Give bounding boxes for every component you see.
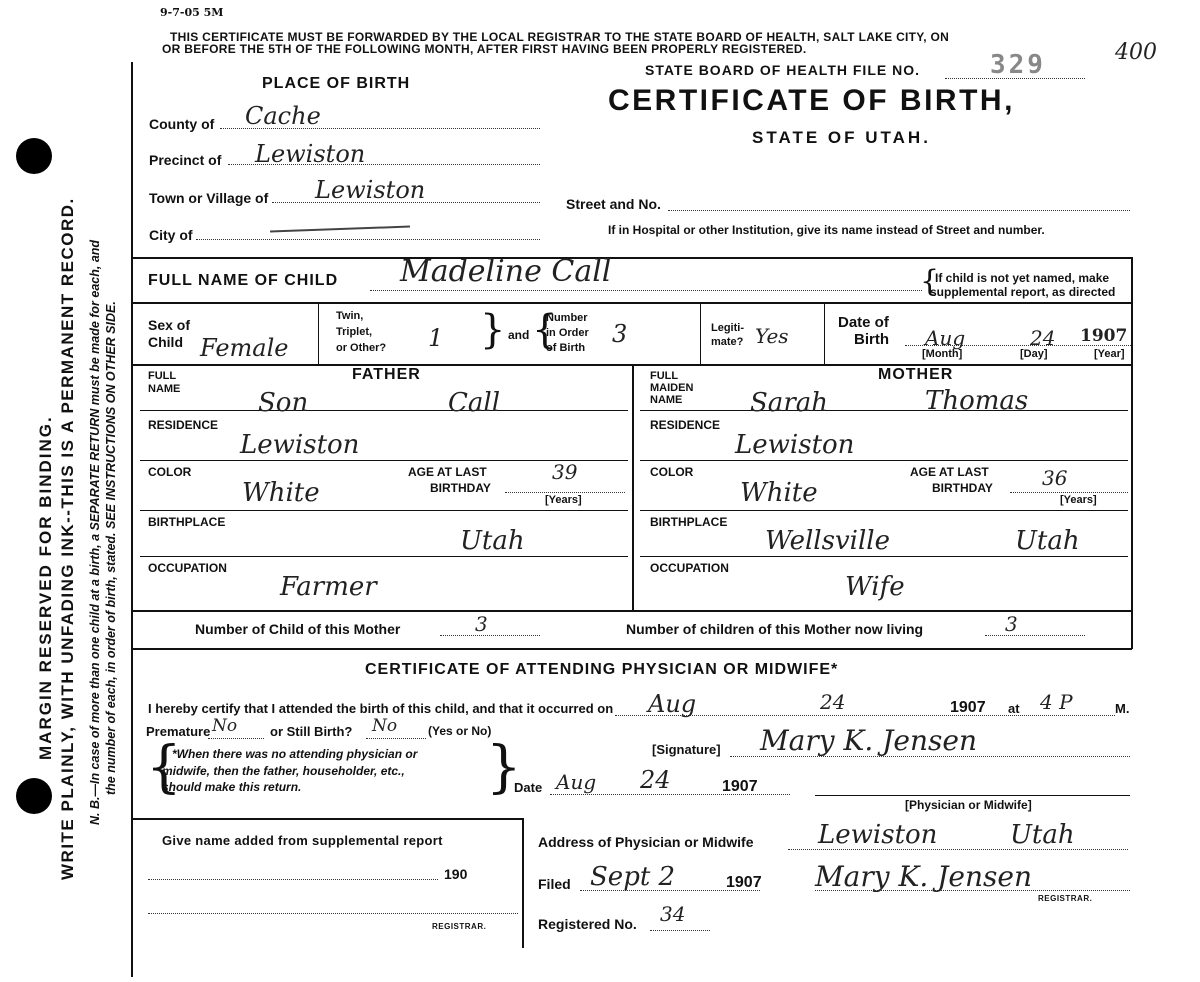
- child-name-label: FULL NAME OF CHILD: [148, 272, 339, 289]
- physician-heading: CERTIFICATE OF ATTENDING PHYSICIAN OR MIDWIFE*: [365, 661, 839, 678]
- order-label-1: Number: [546, 312, 588, 324]
- child-note-2: supplemental report, as directed: [930, 285, 1116, 299]
- city-dash: [270, 226, 410, 233]
- mother-heading: MOTHER: [878, 366, 954, 383]
- father-age: 39: [552, 460, 578, 484]
- mother-rule-2: [640, 460, 1128, 461]
- signature-label: [Signature]: [652, 742, 721, 757]
- mother-birthplace-label: BIRTHPLACE: [650, 515, 728, 529]
- mother-residence: Lewiston: [735, 430, 855, 460]
- still-label: or Still Birth?: [270, 724, 353, 739]
- sig-date-label: Date: [514, 780, 543, 795]
- father-residence: Lewiston: [240, 430, 360, 460]
- dob-month: Aug: [925, 326, 966, 350]
- sex-divider-1: [318, 304, 319, 364]
- order-label-2: in Order: [546, 327, 589, 339]
- child-note-1: If child is not yet named, make: [935, 271, 1110, 285]
- father-residence-label: RESIDENCE: [148, 418, 219, 432]
- mother-birthplace-state: Utah: [1015, 526, 1080, 556]
- state-title: STATE OF UTAH.: [752, 128, 931, 147]
- occurred-time: 4 P: [1040, 690, 1073, 714]
- still-line: [366, 738, 426, 739]
- father-birthplace-label: BIRTHPLACE: [148, 515, 226, 529]
- corner-number: 400: [1115, 40, 1157, 65]
- father-color: White: [242, 478, 320, 508]
- town-value: Lewiston: [315, 176, 426, 204]
- margin-binding-text: MARGIN RESERVED FOR BINDING.: [36, 415, 55, 760]
- mother-years-label: [Years]: [1060, 494, 1097, 506]
- file-no-value: 329: [990, 50, 1046, 80]
- divider-father-mother: [632, 364, 634, 610]
- mother-occupation-label: OCCUPATION: [650, 561, 729, 575]
- yes-no-label: (Yes or No): [428, 724, 492, 738]
- mother-color: White: [740, 478, 818, 508]
- father-rule-3: [140, 510, 628, 511]
- mother-age-label-1: AGE AT LAST: [910, 465, 989, 479]
- sig-date-month: Aug: [556, 770, 597, 794]
- mother-first-name: Sarah: [750, 388, 828, 418]
- mother-full-2: MAIDEN: [650, 382, 694, 394]
- mother-color-label: COLOR: [650, 465, 694, 479]
- premature-line: [208, 738, 264, 739]
- filed-label: Filed: [538, 876, 571, 892]
- mother-full-1: FULL: [650, 370, 679, 382]
- father-occupation: Farmer: [280, 572, 377, 602]
- mother-birthplace-town: Wellsville: [765, 526, 890, 556]
- form-code: 9-7-05 5M: [160, 6, 224, 19]
- mother-rule-4: [640, 556, 1128, 557]
- address-town: Lewiston: [818, 820, 938, 850]
- sex-value: Female: [200, 334, 289, 362]
- premature-value: No: [212, 716, 238, 736]
- legit-label-1: Legiti-: [711, 322, 744, 334]
- signature-value: Mary K. Jensen: [760, 724, 977, 757]
- father-age-line: [505, 492, 625, 493]
- occurred-month: Aug: [648, 690, 697, 718]
- mother-residence-label: RESIDENCE: [650, 418, 721, 432]
- mother-full-3: NAME: [650, 394, 683, 406]
- sex-label-2: Child: [148, 334, 183, 350]
- father-full-2: NAME: [148, 383, 181, 395]
- city-label: City of: [149, 227, 193, 243]
- physician-note-2: midwife, then the father, householder, etc.,: [162, 764, 405, 778]
- notice-line-1: THIS CERTIFICATE MUST BE FORWARDED BY THE LOCAL REGISTRAR TO THE STATE BOARD OF HEALTH, SALT LAKE CITY, ON: [170, 30, 950, 44]
- registrar-name: Mary K. Jensen: [815, 860, 1032, 893]
- physician-or-midwife-label: [Physician or Midwife]: [905, 798, 1032, 812]
- pm-rule: [815, 795, 1130, 796]
- dob-day: 24: [1030, 326, 1056, 350]
- mother-age-line: [1010, 492, 1128, 493]
- order-value: 3: [612, 320, 628, 348]
- dob-month-label: [Month]: [922, 348, 963, 360]
- sig-date-year: 1907: [722, 778, 758, 795]
- child-count-line: [440, 635, 540, 636]
- filed-date: Sept 2: [590, 862, 676, 892]
- frame-right: [1131, 257, 1133, 649]
- child-name-brace: {: [920, 264, 940, 299]
- father-occupation-label: OCCUPATION: [148, 561, 227, 575]
- rule-below-counts: [132, 648, 1132, 650]
- father-birthplace: Utah: [460, 526, 525, 556]
- physician-note-1: *When there was no attending physician or: [172, 747, 418, 761]
- address-label: Address of Physician or Midwife: [538, 834, 754, 850]
- rule-above-supplemental: [132, 818, 524, 820]
- county-label: County of: [149, 116, 215, 132]
- reg-no-line: [650, 930, 710, 931]
- and-label: and: [508, 328, 530, 342]
- file-no-label: STATE BOARD OF HEALTH FILE NO.: [645, 62, 920, 78]
- order-label-3: of Birth: [546, 342, 586, 354]
- father-heading: FATHER: [352, 366, 421, 383]
- child-name-line: [370, 290, 922, 291]
- mother-rule-1: [640, 410, 1128, 411]
- hospital-note: If in Hospital or other Institution, give its name instead of Street and number.: [608, 223, 1045, 237]
- living-count: 3: [1005, 612, 1018, 636]
- mother-occupation: Wife: [845, 572, 905, 602]
- rule-below-name: [132, 302, 1132, 304]
- mother-last-name: Thomas: [925, 386, 1029, 416]
- reg-no-value: 34: [660, 902, 686, 926]
- binding-hole-bottom: [16, 778, 52, 814]
- registrar-label: REGISTRAR.: [1038, 894, 1093, 903]
- twin-label-2: Triplet,: [336, 326, 373, 338]
- sex-divider-2: [700, 304, 701, 364]
- rule-below-parents: [132, 610, 1132, 612]
- father-rule-1: [140, 410, 628, 411]
- supplemental-registrar: REGISTRAR.: [432, 922, 487, 931]
- still-value: No: [372, 716, 398, 736]
- dob-year-label: [Year]: [1094, 348, 1125, 360]
- notice-line-2: OR BEFORE THE 5TH OF THE FOLLOWING MONTH, AFTER FIRST HAVING BEEN PROPERLY REGISTERED.: [162, 42, 807, 56]
- binding-hole-top: [16, 138, 52, 174]
- father-rule-4: [140, 556, 628, 557]
- reg-no-label: Registered No.: [538, 916, 637, 932]
- m-label: M.: [1115, 701, 1130, 716]
- margin-nb-text-1: N. B.—In case of more than one child at a birth, a SEPARATE RETURN must be made for each, and: [88, 239, 102, 825]
- twin-label-3: or Other?: [336, 342, 387, 354]
- supplemental-right: [522, 818, 524, 948]
- margin-ink-text: WRITE PLAINLY, WITH UNFADING INK--THIS IS A PERMANENT RECORD.: [58, 197, 77, 880]
- filed-year: 1907: [726, 874, 762, 891]
- dob-year: 1907: [1080, 326, 1128, 346]
- mother-age-label-2: BIRTHDAY: [932, 481, 993, 495]
- street-line: [668, 210, 1130, 211]
- child-count-label: Number of Child of this Mother: [195, 621, 401, 637]
- order-brace: {: [532, 307, 558, 353]
- living-count-label: Number of children of this Mother now living: [626, 621, 924, 637]
- rule-above-name: [132, 257, 1132, 259]
- supplemental-line-2: [148, 913, 518, 914]
- father-first-name: Son: [258, 388, 309, 418]
- dob-day-label: [Day]: [1020, 348, 1048, 360]
- note-brace-left: {: [146, 735, 182, 800]
- sig-date-day: 24: [640, 766, 671, 794]
- physician-note-3: should make this return.: [162, 780, 302, 794]
- legit-label-2: mate?: [711, 336, 744, 348]
- child-count: 3: [475, 612, 488, 636]
- mother-age: 36: [1042, 466, 1068, 490]
- occurred-day: 24: [820, 690, 846, 714]
- twin-brace: }: [480, 307, 506, 353]
- street-label: Street and No.: [566, 196, 661, 212]
- precinct-value: Lewiston: [255, 140, 366, 168]
- supplemental-line-1: [148, 879, 438, 880]
- premature-label: Premature: [146, 724, 211, 739]
- father-age-label-2: BIRTHDAY: [430, 481, 491, 495]
- father-years-label: [Years]: [545, 494, 582, 506]
- county-value: Cache: [245, 102, 321, 130]
- child-name-value: Madeline Call: [400, 254, 612, 289]
- dob-label-2: Birth: [854, 331, 889, 348]
- supplemental-label: Give name added from supplemental report: [162, 833, 443, 848]
- sex-label-1: Sex of: [148, 317, 191, 333]
- supplemental-year: 190: [444, 866, 468, 882]
- dob-label-1: Date of: [838, 314, 889, 331]
- precinct-label: Precinct of: [149, 152, 222, 168]
- note-brace-right: }: [486, 735, 522, 800]
- father-last-name: Call: [448, 388, 501, 418]
- certify-text: I hereby certify that I attended the birth of this child, and that it occurred on: [148, 701, 614, 716]
- city-line: [196, 239, 540, 240]
- place-heading: PLACE OF BIRTH: [262, 75, 411, 92]
- legit-value: Yes: [755, 324, 789, 348]
- living-count-line: [985, 635, 1085, 636]
- father-full-1: FULL: [148, 370, 177, 382]
- address-state: Utah: [1010, 820, 1075, 850]
- town-label: Town or Village of: [149, 190, 269, 206]
- frame-left: [131, 62, 133, 977]
- father-color-label: COLOR: [148, 465, 192, 479]
- margin-nb-text-2: the number of each, in order of birth, stated. SEE INSTRUCTIONS ON OTHER SIDE.: [104, 301, 118, 795]
- father-age-label-1: AGE AT LAST: [408, 465, 487, 479]
- twin-label-1: Twin,: [336, 310, 364, 322]
- sex-divider-3: [824, 304, 825, 364]
- certificate-title: CERTIFICATE OF BIRTH,: [608, 84, 1015, 117]
- mother-rule-3: [640, 510, 1128, 511]
- occurred-year: 1907: [950, 699, 986, 716]
- twin-value: 1: [428, 324, 444, 352]
- at-label: at: [1008, 701, 1020, 716]
